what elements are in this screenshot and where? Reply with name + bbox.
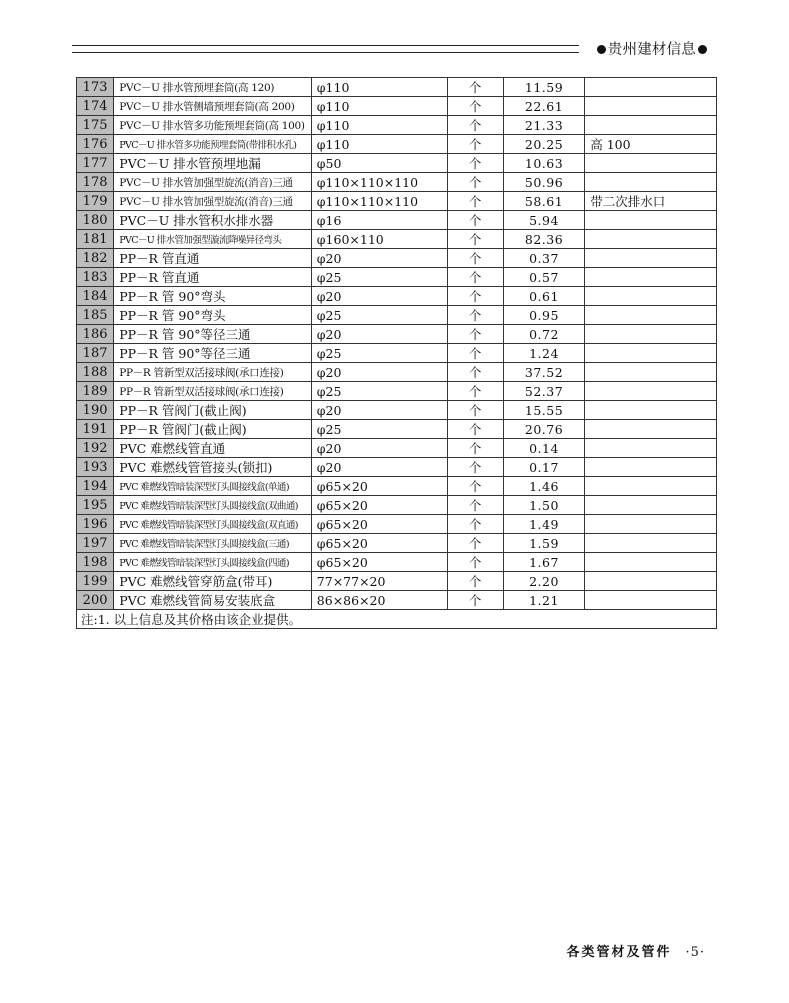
item-price: 82.36 [503, 230, 584, 249]
item-remark [585, 439, 717, 458]
item-remark [585, 382, 717, 401]
item-spec: φ110 [311, 135, 447, 154]
item-price: 21.33 [503, 116, 584, 135]
item-spec: φ25 [311, 344, 447, 363]
header-rule [72, 45, 579, 53]
table-row [77, 78, 717, 97]
item-number: 177 [77, 154, 114, 173]
item-spec: φ25 [311, 306, 447, 325]
item-unit: 个 [447, 325, 503, 344]
item-spec: φ65×20 [311, 496, 447, 515]
item-price: 1.24 [503, 344, 584, 363]
item-unit: 个 [447, 591, 503, 610]
item-remark [585, 401, 717, 420]
item-number: 194 [77, 477, 114, 496]
item-spec: φ25 [311, 382, 447, 401]
bullet-dot-icon [698, 45, 707, 54]
item-number: 185 [77, 306, 114, 325]
item-price: 37.52 [503, 363, 584, 382]
item-number: 186 [77, 325, 114, 344]
item-remark [585, 325, 717, 344]
item-remark [585, 344, 717, 363]
item-remark [585, 211, 717, 230]
page-footer [566, 941, 705, 960]
item-spec: φ20 [311, 458, 447, 477]
item-number: 181 [77, 230, 114, 249]
item-unit: 个 [447, 116, 503, 135]
item-unit: 个 [447, 420, 503, 439]
item-name: PVC 难燃线管暗装深型灯头圆接线盒(双曲通) [114, 496, 312, 515]
item-remark [585, 477, 717, 496]
item-name: PP－R 管 90°等径三通 [114, 325, 312, 344]
item-price: 58.61 [503, 192, 584, 211]
item-unit: 个 [447, 363, 503, 382]
item-spec: 77×77×20 [311, 572, 447, 591]
item-spec: φ20 [311, 249, 447, 268]
item-name: PP－R 管阀门(截止阀) [114, 401, 312, 420]
table-row [77, 325, 717, 344]
table-row [77, 439, 717, 458]
item-price: 0.37 [503, 249, 584, 268]
item-price: 0.72 [503, 325, 584, 344]
item-number: 191 [77, 420, 114, 439]
item-remark [585, 534, 717, 553]
table-row [77, 192, 717, 211]
item-price: 1.46 [503, 477, 584, 496]
item-name: PVC 难燃线管穿筋盒(带耳) [114, 572, 312, 591]
item-remark [585, 230, 717, 249]
item-price: 1.59 [503, 534, 584, 553]
item-number: 199 [77, 572, 114, 591]
item-name: PP－R 管新型双活接球阀(承口连接) [114, 363, 312, 382]
item-remark [585, 420, 717, 439]
publication-title [595, 38, 709, 59]
table-row [77, 572, 717, 591]
item-name: PVC 难燃线管暗装深型灯头圆接线盒(单通) [114, 477, 312, 496]
item-remark: 高 100 [585, 135, 717, 154]
table-row [77, 249, 717, 268]
item-name: PVC－U 排水管侧墙预埋套筒(高 200) [114, 97, 312, 116]
item-number: 197 [77, 534, 114, 553]
table-row [77, 211, 717, 230]
item-name: PVC 难燃线管管接头(锁扣) [114, 458, 312, 477]
table-row [77, 458, 717, 477]
item-spec: φ65×20 [311, 534, 447, 553]
item-price: 5.94 [503, 211, 584, 230]
item-remark [585, 173, 717, 192]
item-number: 180 [77, 211, 114, 230]
table-row [77, 420, 717, 439]
item-price: 1.67 [503, 553, 584, 572]
table-note: 注:1. 以上信息及其价格由该企业提供。 [77, 610, 717, 629]
item-unit: 个 [447, 553, 503, 572]
item-remark [585, 116, 717, 135]
bullet-dot-icon [597, 45, 606, 54]
item-name: PVC－U 排水管预埋套筒(高 120) [114, 78, 312, 97]
item-spec: φ20 [311, 401, 447, 420]
item-remark [585, 553, 717, 572]
item-remark [585, 154, 717, 173]
item-spec: φ110 [311, 97, 447, 116]
item-price: 50.96 [503, 173, 584, 192]
table-row [77, 116, 717, 135]
item-remark: 带二次排水口 [585, 192, 717, 211]
table-row [77, 477, 717, 496]
item-unit: 个 [447, 401, 503, 420]
item-number: 193 [77, 458, 114, 477]
item-remark [585, 496, 717, 515]
item-number: 188 [77, 363, 114, 382]
item-spec: φ20 [311, 439, 447, 458]
page-header [72, 36, 717, 60]
table-row [77, 553, 717, 572]
item-spec: φ16 [311, 211, 447, 230]
table-row [77, 154, 717, 173]
table-row [77, 344, 717, 363]
item-number: 189 [77, 382, 114, 401]
item-remark [585, 249, 717, 268]
publication-title-text: 贵州建材信息 [607, 42, 696, 58]
table-row [77, 496, 717, 515]
table-note-row [77, 610, 717, 629]
item-unit: 个 [447, 344, 503, 363]
item-spec: φ65×20 [311, 515, 447, 534]
item-price: 1.50 [503, 496, 584, 515]
item-name: PVC 难燃线管简易安装底盒 [114, 591, 312, 610]
item-price: 0.57 [503, 268, 584, 287]
item-number: 200 [77, 591, 114, 610]
item-number: 179 [77, 192, 114, 211]
item-unit: 个 [447, 268, 503, 287]
item-number: 198 [77, 553, 114, 572]
item-number: 192 [77, 439, 114, 458]
item-unit: 个 [447, 572, 503, 591]
item-name: PVC－U 排水管预埋地漏 [114, 154, 312, 173]
item-remark [585, 287, 717, 306]
item-number: 187 [77, 344, 114, 363]
item-name: PP－R 管阀门(截止阀) [114, 420, 312, 439]
item-price: 22.61 [503, 97, 584, 116]
item-name: PVC－U 排水管加强型旋流(消音)三通 [114, 192, 312, 211]
table-row [77, 97, 717, 116]
item-spec: φ50 [311, 154, 447, 173]
item-remark [585, 458, 717, 477]
item-unit: 个 [447, 211, 503, 230]
item-unit: 个 [447, 534, 503, 553]
item-unit: 个 [447, 97, 503, 116]
item-unit: 个 [447, 135, 503, 154]
footer-section-title: 各类管材及管件 [566, 945, 672, 960]
item-unit: 个 [447, 496, 503, 515]
item-unit: 个 [447, 306, 503, 325]
table-row [77, 401, 717, 420]
item-price: 2.20 [503, 572, 584, 591]
table-row [77, 382, 717, 401]
item-name: PVC－U 排水管多功能预埋套筒(带排积水孔) [114, 135, 312, 154]
item-unit: 个 [447, 230, 503, 249]
table-row [77, 363, 717, 382]
item-price: 0.95 [503, 306, 584, 325]
table-row [77, 268, 717, 287]
item-price: 0.17 [503, 458, 584, 477]
item-name: PP－R 管直通 [114, 249, 312, 268]
item-spec: φ20 [311, 363, 447, 382]
item-number: 195 [77, 496, 114, 515]
item-remark [585, 572, 717, 591]
item-spec: 86×86×20 [311, 591, 447, 610]
price-table [76, 77, 717, 629]
item-remark [585, 78, 717, 97]
table-row [77, 287, 717, 306]
item-spec: φ110×110×110 [311, 173, 447, 192]
item-number: 175 [77, 116, 114, 135]
item-remark [585, 268, 717, 287]
item-price: 1.49 [503, 515, 584, 534]
item-name: PVC－U 排水管多功能预埋套筒(高 100) [114, 116, 312, 135]
item-number: 178 [77, 173, 114, 192]
item-name: PP－R 管 90°弯头 [114, 306, 312, 325]
item-unit: 个 [447, 78, 503, 97]
item-spec: φ25 [311, 268, 447, 287]
item-number: 184 [77, 287, 114, 306]
item-remark [585, 591, 717, 610]
item-spec: φ110×110×110 [311, 192, 447, 211]
table-row [77, 173, 717, 192]
item-remark [585, 97, 717, 116]
item-unit: 个 [447, 192, 503, 211]
item-spec: φ160×110 [311, 230, 447, 249]
item-spec: φ110 [311, 116, 447, 135]
item-spec: φ65×20 [311, 553, 447, 572]
item-spec: φ65×20 [311, 477, 447, 496]
item-spec: φ110 [311, 78, 447, 97]
item-remark [585, 363, 717, 382]
item-name: PVC－U 排水管加强型漩流降噪异径弯头 [114, 230, 312, 249]
item-price: 11.59 [503, 78, 584, 97]
item-name: PP－R 管 90°弯头 [114, 287, 312, 306]
item-spec: φ20 [311, 287, 447, 306]
item-name: PVC 难燃线管直通 [114, 439, 312, 458]
item-price: 0.14 [503, 439, 584, 458]
item-name: PP－R 管新型双活接球阀(承口连接) [114, 382, 312, 401]
item-remark [585, 515, 717, 534]
item-unit: 个 [447, 249, 503, 268]
item-name: PVC 难燃线管暗装深型灯头圆接线盒(双直通) [114, 515, 312, 534]
item-number: 176 [77, 135, 114, 154]
item-number: 183 [77, 268, 114, 287]
item-name: PVC－U 排水管积水排水器 [114, 211, 312, 230]
item-name: PVC 难燃线管暗装深型灯头圆接线盒(四通) [114, 553, 312, 572]
item-unit: 个 [447, 477, 503, 496]
table-row [77, 135, 717, 154]
item-name: PVC－U 排水管加强型旋流(消音)三通 [114, 173, 312, 192]
item-unit: 个 [447, 382, 503, 401]
item-unit: 个 [447, 515, 503, 534]
item-unit: 个 [447, 154, 503, 173]
item-spec: φ20 [311, 325, 447, 344]
page-number: ·5· [685, 945, 705, 960]
item-price: 1.21 [503, 591, 584, 610]
table-row [77, 591, 717, 610]
item-unit: 个 [447, 439, 503, 458]
item-price: 20.76 [503, 420, 584, 439]
table-row [77, 534, 717, 553]
item-name: PVC 难燃线管暗装深型灯头圆接线盒(三通) [114, 534, 312, 553]
price-table-body [77, 78, 717, 629]
item-number: 173 [77, 78, 114, 97]
item-unit: 个 [447, 173, 503, 192]
item-price: 52.37 [503, 382, 584, 401]
table-row [77, 306, 717, 325]
item-price: 15.55 [503, 401, 584, 420]
item-spec: φ25 [311, 420, 447, 439]
item-unit: 个 [447, 458, 503, 477]
table-row [77, 230, 717, 249]
item-name: PP－R 管直通 [114, 268, 312, 287]
item-number: 196 [77, 515, 114, 534]
item-price: 10.63 [503, 154, 584, 173]
item-number: 174 [77, 97, 114, 116]
item-price: 20.25 [503, 135, 584, 154]
item-unit: 个 [447, 287, 503, 306]
item-price: 0.61 [503, 287, 584, 306]
item-remark [585, 306, 717, 325]
item-number: 182 [77, 249, 114, 268]
table-row [77, 515, 717, 534]
item-number: 190 [77, 401, 114, 420]
item-name: PP－R 管 90°等径三通 [114, 344, 312, 363]
